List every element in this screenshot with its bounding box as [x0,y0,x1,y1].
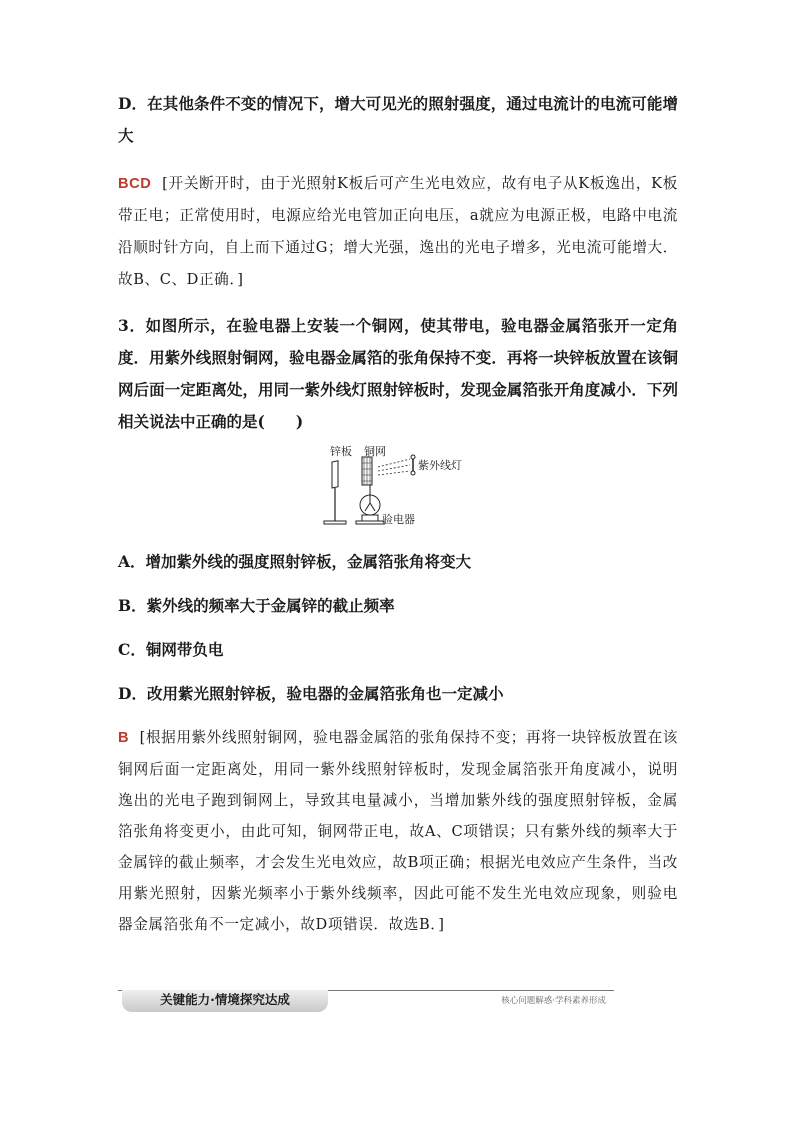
option-d-previous: D．在其他条件不变的情况下，增大可见光的照射强度，通过电流计的电流可能增大 [118,94,678,145]
section-footer [118,988,614,1012]
option-b: B．紫外线的频率大于金属锌的截止频率 [118,596,395,615]
answer-letter: B [118,730,130,746]
option-a: A．增加紫外线的强度照射锌板，金属箔张角将变大 [118,552,472,571]
uv-lamp [378,455,415,475]
question-3-stem: 3．如图所示，在验电器上安装一个铜网，使其带电，验电器金属箔张开一定角度．用紫外线照射铜网，验电器金属箔的张角保持不变．再将一块锌板放置在该铜网后面一定距离处，用同一紫外线灯照射锌板时，发现金属箔张开角度减小．下列相关说法中正确的是( ) [118,316,678,431]
label-zinc-plate: 锌板 [330,445,352,458]
electroscope [356,485,384,524]
electroscope-figure [318,443,478,533]
answer-explanation: [开关断开时，由于光照射K板后可产生光电效应，故有电子从K板逸出，K板带正电；正常使用时，电源应给光电管加正向电压，a就应为电源正极，电路中电流沿顺时针方向，自上而下通过G；增大光强，逸出的光电子增多，光电流可能增大．故B、C、D正确．] [118,175,678,288]
label-copper-mesh: 铜网 [364,445,386,458]
section-title-tab: 关键能力·情境探究达成 [122,990,328,1012]
answer-explanation-q3: [根据用紫外线照射铜网，验电器金属箔的张角保持不变；再将一块锌板放置在该铜网后面一定距离处，用同一紫外线照射锌板时，发现金属箔张开角度减小，说明逸出的光电子跑到铜网上，导致其电量减小，当增加紫外线的强度照射锌板，金属箔张角将变更小，由此可知，铜网带正电，故A、C项错误；只有紫外线的频率大于金属锌的截止频率，才会发生光电效应，故B项正确；根据光电效应产生条件，当改用紫光照射，因紫光频率小于紫外线频率，因此可能不发生光电效应现象，则验电器金属箔张角不一定减小，故D项错误．故选B．] [118,729,678,933]
copper-mesh [362,457,372,485]
option-d: D．改用紫光照射锌板，验电器的金属箔张角也一定减小 [118,684,504,703]
label-electroscope: 验电器 [382,513,415,526]
answer-block-q3 [118,722,678,940]
option-c: C．铜网带负电 [118,640,224,659]
label-uv-lamp: 紫外线灯 [418,459,462,472]
answer-letters: BCD [118,176,152,192]
section-subtitle: 核心问题解惑·学科素养形成 [501,996,606,1006]
zinc-plate-stand [324,461,346,524]
answer-block-q2 [118,168,678,296]
